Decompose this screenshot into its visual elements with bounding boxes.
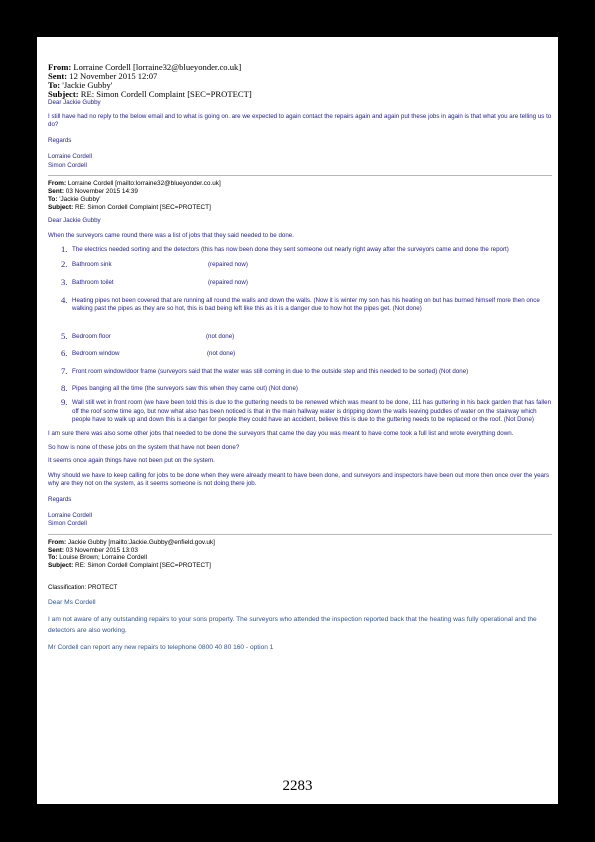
signature-line: Simon Cordell: [48, 161, 87, 169]
sent-value: 03 November 2015 13:03: [65, 546, 138, 554]
to-value: 'Jackie Gubby': [62, 79, 113, 90]
list-item: 2. Bathroom sink (repaired now): [61, 259, 248, 270]
list-item: 7. Front room window/door frame (surveyors said that the water was still coming in due to the outside step and this needed to be sorted) (Not done): [61, 366, 469, 377]
intro-text: When the surveyors came round there was a list of jobs that they said needed to be done.: [48, 231, 294, 239]
subject-label: Subject:: [48, 562, 74, 570]
list-item: 9. Wall still wet in front room (we have been told this is due to the guttering needs to be renewed which was meant to be done, 111 has guttering in his back garden that has fallen off the roof some time ago, but now what also has been noticed is that in the main hallway water is dripping down the walls leaving puddles of water on the stairway which people have to walk up and down this is a danger for people they could have an accident, believe this is due to the guttering needs to be replaced or the roof. (Not Done): [61, 397, 552, 424]
greeting: Dear Jackie Gubby: [48, 98, 101, 106]
email-header: [48, 180, 552, 212]
body-text: I am not aware of any outstanding repairs to your sons property. The surveyors who attended the inspection reported back that the heating was fully operational and the detectors are also working.: [48, 616, 537, 635]
divider: [48, 534, 552, 535]
classification: Classification: PROTECT: [48, 584, 118, 592]
greeting: Dear Ms Cordell: [48, 599, 96, 607]
sent-value: 03 November 2015 14:39: [65, 187, 138, 195]
report-text: Mr Cordell can report any new repairs to telephone 0800 40 80 160 - option 1: [48, 643, 274, 651]
regards: Regards: [48, 137, 72, 145]
page-number: 2283: [282, 778, 313, 794]
list-item: 3. Bathroom toilet (repaired now): [61, 277, 248, 288]
signature-line: Lorraine Cordell: [48, 512, 93, 520]
sent-label: Sent:: [48, 187, 64, 195]
list-item: 8. Pipes banging all the time (the surveyors saw this when they came out) (Not done): [61, 382, 298, 393]
subject-label: Subject:: [48, 88, 79, 99]
to-value: 'Jackie Gubby': [59, 195, 101, 203]
paragraph: Why should we have to keep calling for jobs to be done when they were already meant to have been done, and surveyors and inspectors have been out more then once over the years why are they not on the system, as it seems someone is not doing there job.: [48, 471, 550, 487]
email-body: [48, 99, 552, 170]
jobs-list: [48, 243, 552, 425]
subject-label: Subject:: [48, 203, 74, 211]
sent-label: Sent:: [48, 546, 64, 554]
from-label: From:: [48, 538, 67, 546]
email-header: [48, 63, 552, 99]
from-label: From:: [48, 179, 67, 187]
from-value: Lorraine Cordell [lorraine32@blueyonder.co.uk]: [73, 62, 242, 72]
list-item: 4. Heating pipes not been covered that are running all round the walls and down the walls. (Now it is winter my son has his heating on but has burned himself more then once walking past the pipes as they are so hot, this is bad being left like this as it is a danger due to how hot the pipes get. (Not done): [61, 294, 540, 313]
signature-line: Lorraine Cordell: [48, 153, 93, 161]
list-item: 6. Bedroom window (not done): [61, 348, 236, 359]
subject-value: RE: Simon Cordell Complaint [SEC=PROTECT]: [80, 88, 252, 99]
email-body: [48, 211, 552, 528]
paragraph: I am sure there was also some other jobs that needed to be done the surveyors that came the day you was meant to have come took a full list and wrote everything down.: [48, 430, 514, 437]
to-value: Louise Brown; Lorraine Cordell: [59, 554, 147, 562]
sent-value: 12 November 2015 12:07: [69, 70, 158, 81]
paragraph: It seems once again things have not been put on the system.: [48, 457, 215, 465]
email-thread: [48, 63, 552, 654]
signature-line: Simon Cordell: [48, 520, 87, 528]
regards: Regards: [48, 496, 72, 504]
subject-value: RE: Simon Cordell Complaint [SEC=PROTECT]: [75, 203, 211, 211]
paragraph: So how is none of these jobs on the system that have not been done?: [48, 444, 240, 452]
to-label: To:: [48, 195, 58, 203]
from-value: Jackie Gubby [mailto:Jackie.Gubby@enfield.gov.uk]: [67, 538, 215, 546]
list-item: 5. Bedroom floor (not done): [61, 330, 235, 341]
body-text: I still have had no reply to the below email and to what is going on. are we expected to again contact the repairs again and again put these jobs in again is that what you are telling us to do?: [48, 112, 552, 129]
from-label: From:: [48, 62, 72, 72]
to-label: To:: [48, 554, 58, 562]
to-label: To:: [48, 79, 61, 90]
from-value: Lorraine Cordell [mailto:lorraine32@blueyonder.co.uk]: [67, 179, 221, 187]
greeting: Dear Jackie Gubby: [48, 217, 101, 225]
email-body: [48, 598, 552, 653]
divider: [48, 175, 552, 176]
list-item: 1. The electrics needed sorting and the detectors (this has now been done they sent someone out nearly right away after the surveyors came and done the report): [61, 243, 509, 254]
document-page: [37, 37, 558, 804]
sent-label: Sent:: [48, 70, 68, 81]
subject-value: RE: Simon Cordell Complaint [SEC=PROTECT]: [75, 562, 211, 570]
email-header: [48, 539, 552, 571]
